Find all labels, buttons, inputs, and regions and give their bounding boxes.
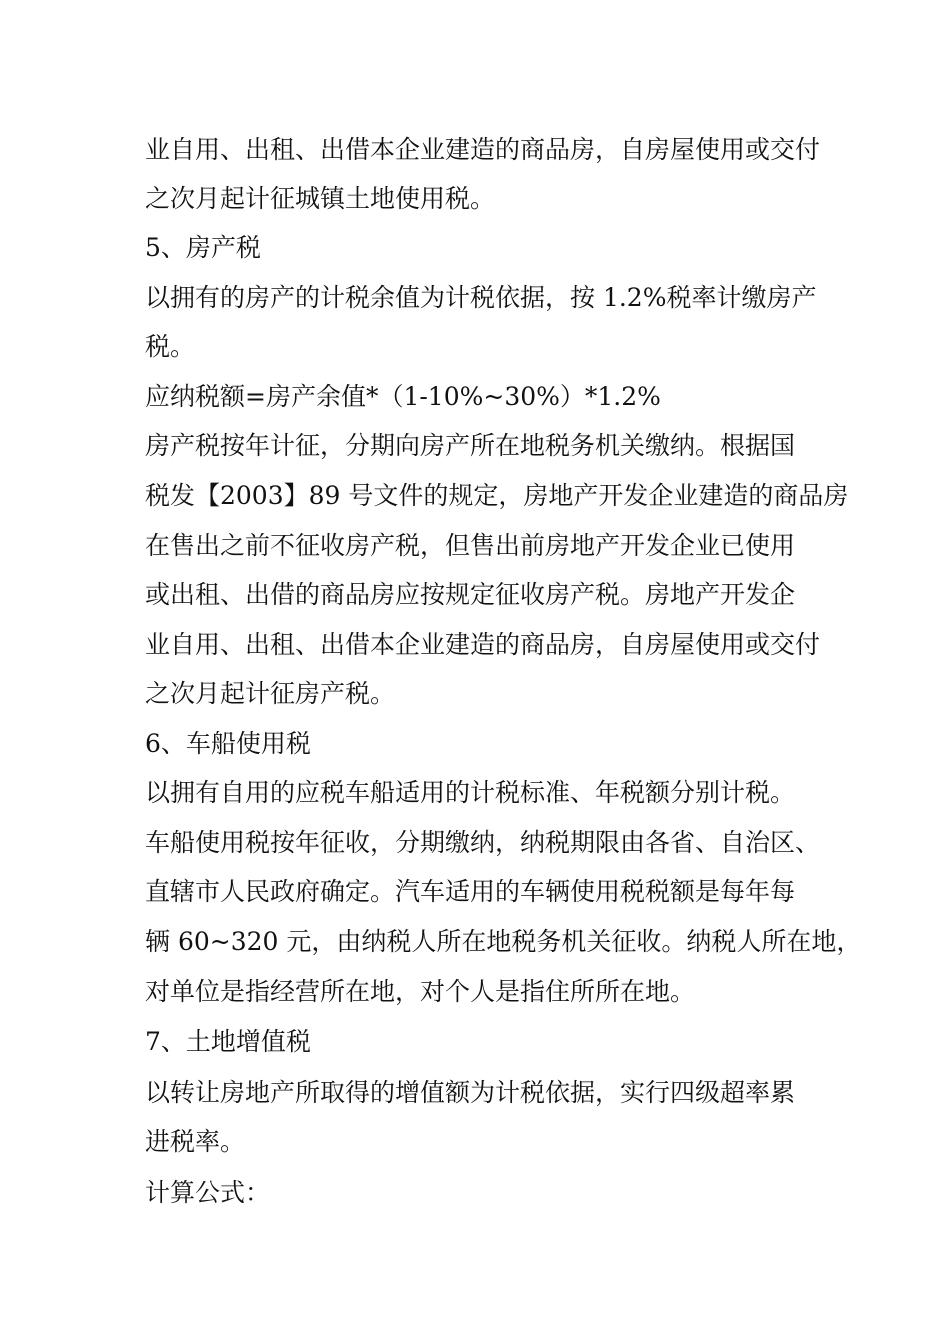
section-heading: 7、土地增值税: [145, 1027, 311, 1056]
text-line: 计算公式：: [145, 1178, 271, 1207]
text-line: 以拥有的房产的计税余值为计税依据，按 1.2%税率计缴房产: [145, 283, 817, 312]
text-line: 进税率。: [145, 1127, 246, 1156]
text-line: 房产税按年计征，分期向房产所在地税务机关缴纳。根据国: [145, 431, 796, 460]
section-heading: 5、房产税: [145, 233, 261, 262]
text-line: 对单位是指经营所在地，对个人是指住所所在地。: [145, 977, 696, 1006]
text-line: 业自用、出租、出借本企业建造的商品房，自房屋使用或交付: [145, 630, 821, 659]
text-line: 之次月起计征城镇土地使用税。: [145, 184, 496, 213]
text-line: 辆 60~320 元，由纳税人所在地税务机关征收。纳税人所在地，: [145, 927, 862, 956]
text-line: 税发【2003】89 号文件的规定，房地产开发企业建造的商品房: [145, 481, 849, 510]
text-line: 以拥有自用的应税车船适用的计税标准、年税额分别计税。: [145, 778, 796, 807]
text-line: 税。: [145, 332, 196, 361]
text-line: 直辖市人民政府确定。汽车适用的车辆使用税税额是每年每: [145, 877, 796, 906]
formula-line: 应纳税额=房产余值*（1-10%~30%）*1.2%: [145, 382, 661, 411]
text-line: 在售出之前不征收房产税，但售出前房地产开发企业已使用: [145, 531, 796, 560]
text-line: 之次月起计征房产税。: [145, 679, 396, 708]
text-line: 以转让房地产所取得的增值额为计税依据，实行四级超率累: [145, 1078, 796, 1107]
section-heading: 6、车船使用税: [145, 729, 311, 758]
text-line: 业自用、出租、出借本企业建造的商品房，自房屋使用或交付: [145, 135, 821, 164]
text-line: 或出租、出借的商品房应按规定征收房产税。房地产开发企: [145, 580, 796, 609]
text-line: 车船使用税按年征收，分期缴纳，纳税期限由各省、自治区、: [145, 828, 821, 857]
